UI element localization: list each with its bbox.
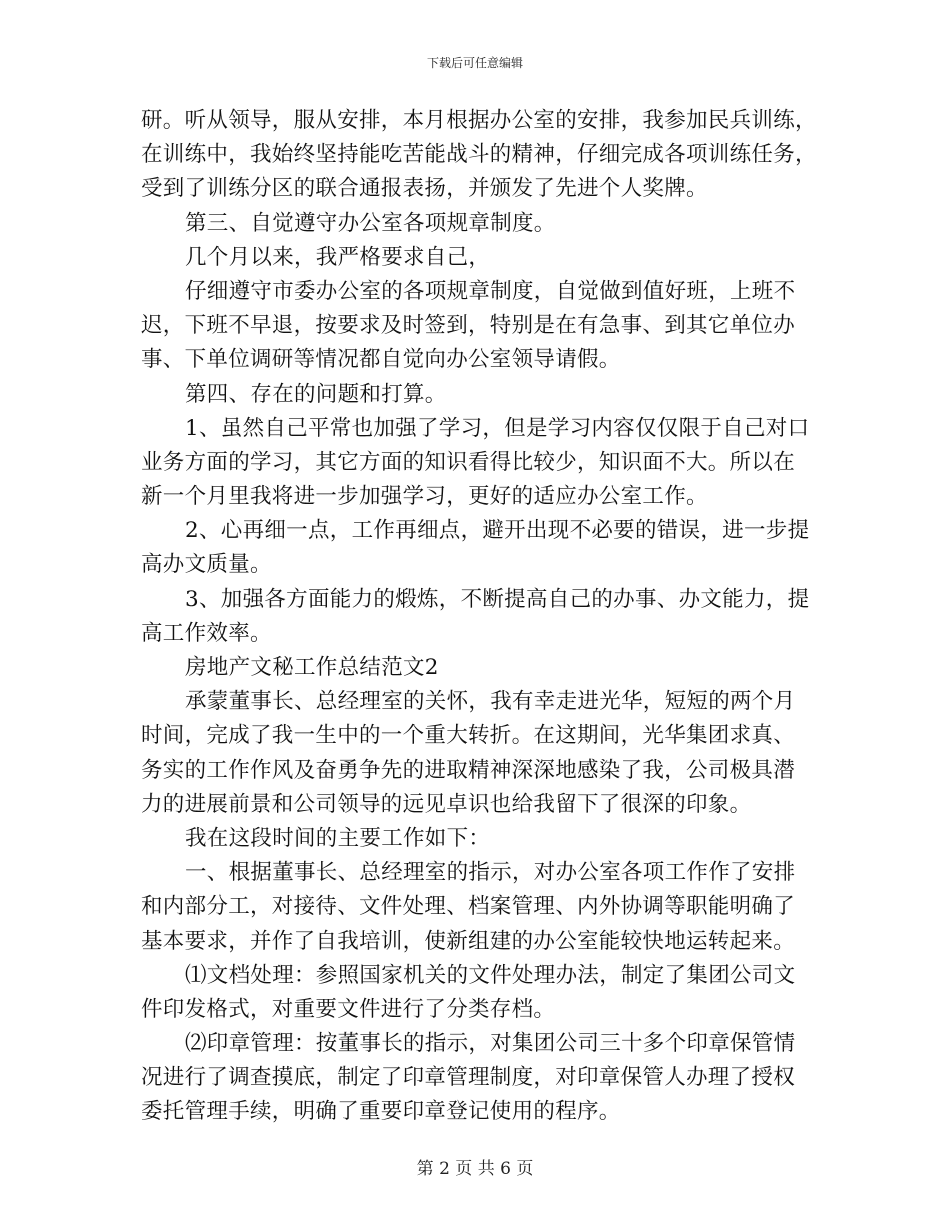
text-line: 业务方面的学习，其它方面的知识看得比较少，知识面不大。所以在 (141, 449, 796, 475)
text-line: 受到了训练分区的联合通报表扬，并颁发了先进个人奖牌。 (141, 176, 708, 202)
text-line: 时间，完成了我一生中的一个重大转折。在这期间，光华集团求真、 (141, 723, 796, 749)
text-line: 和内部分工，对接待、文件处理、档案管理、内外协调等职能明确了 (141, 894, 796, 920)
text-line: 力的进展前景和公司领导的远见卓识也给我留下了很深的印象。 (141, 791, 752, 817)
text-line: 在训练中，我始终坚持能吃苦能战斗的精神，仔细完成各项训练任务， (141, 142, 817, 168)
text-line: 件印发格式，对重要文件进行了分类存档。 (141, 996, 556, 1022)
text-line: 研。听从领导，服从安排，本月根据办公室的安排，我参加民兵训练， (141, 108, 817, 133)
text-line: 我在这段时间的主要工作如下： (185, 825, 491, 851)
text-line: 2、心再细一点，工作再细点，避开出现不必要的错误，进一步提 (185, 518, 810, 544)
text-line: 事、下单位调研等情况都自觉向办公室领导请假。 (141, 347, 621, 373)
text-line: 房地产文秘工作总结范文2 (185, 655, 439, 680)
text-line: 3、加强各方面能力的煅炼，不断提高自己的办事、办文能力，提 (185, 586, 810, 612)
text-line: ⑵印章管理：按董事长的指示，对集团公司三十多个印章保管情 (185, 1031, 796, 1057)
text-line: 基本要求，并作了自我培训，使新组建的办公室能较快地运转起来。 (141, 928, 796, 954)
text-line: 承蒙董事长、总经理室的关怀，我有幸走进光华，短短的两个月 (185, 689, 796, 715)
text-line: 几个月以来，我严格要求自己， (185, 244, 491, 270)
page-header: 下载后可任意编辑 (426, 56, 523, 70)
text-line: 高工作效率。 (141, 620, 272, 646)
text-line: 新一个月里我将进一步加强学习，更好的适应办公室工作。 (141, 484, 708, 510)
text-line: 第三、自觉遵守办公室各项规章制度。 (185, 210, 556, 236)
text-line: 仔细遵守市委办公室的各项规章制度，自觉做到值好班，上班不 (185, 278, 796, 304)
text-line: 迟，下班不早退，按要求及时签到，特别是在有急事、到其它单位办 (141, 313, 796, 339)
page-footer: 第 2 页 共 6 页 (416, 1159, 534, 1179)
text-line: 务实的工作作风及奋勇争先的进取精神深深地感染了我，公司极具潜 (141, 757, 796, 783)
text-line: ⑴文档处理：参照国家机关的文件处理办法，制定了集团公司文 (185, 962, 796, 988)
text-line: 况进行了调查摸底，制定了印章管理制度，对印章保管人办理了授权 (141, 1065, 796, 1091)
text-line: 1、虽然自己平常也加强了学习，但是学习内容仅仅限于自己对口 (185, 415, 810, 441)
text-line: 委托管理手续，明确了重要印章登记使用的程序。 (141, 1099, 621, 1125)
document-body (141, 104, 817, 1130)
text-line: 一、根据董事长、总经理室的指示，对办公室各项工作作了安排 (185, 860, 796, 886)
text-line: 第四、存在的问题和打算。 (185, 381, 447, 407)
text-line: 高办文质量。 (141, 552, 272, 578)
